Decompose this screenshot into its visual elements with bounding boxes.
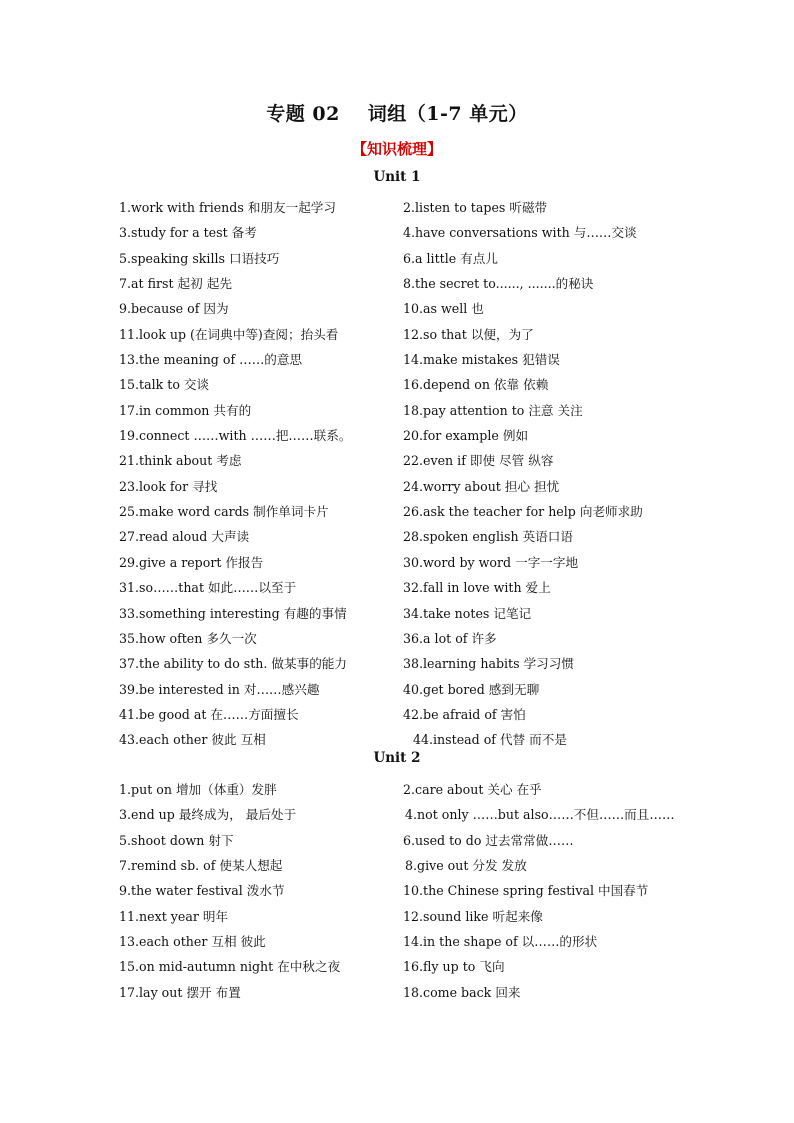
phrase-row — [119, 248, 719, 273]
title-text: 词组（1-7 单元） — [367, 103, 528, 125]
phrase-item-right: 6.used to do 过去常常做…… — [403, 832, 574, 848]
phrase-item-right: 14.make mistakes 犯错误 — [403, 352, 560, 368]
phrase-row — [119, 956, 719, 981]
phrase-row — [119, 804, 719, 829]
phrase-item-left: 1.put on 增加（体重）发胖 — [119, 782, 277, 797]
phrase-item-left: 11.next year 明年 — [119, 908, 229, 924]
phrase-item-left: 13.the meaning of ……的意思 — [119, 352, 303, 368]
phrase-item-left: 1.work with friends 和朋友一起学习 — [119, 200, 336, 215]
phrase-item-right: 12.so that 以便，为了 — [403, 326, 534, 342]
phrase-item-left: 29.give a report 作报告 — [119, 554, 264, 570]
phrase-item-right: 26.ask the teacher for help 向老师求助 — [403, 504, 643, 520]
phrase-row — [119, 931, 719, 956]
phrase-item-left: 3.end up 最终成为， 最后处于 — [119, 807, 297, 823]
phrase-item-right: 10.the Chinese spring festival 中国春节 — [403, 883, 649, 899]
phrase-row — [119, 501, 719, 526]
phrase-row — [119, 298, 719, 323]
page-title — [0, 99, 794, 126]
phrase-row — [119, 349, 719, 374]
phrase-item-left: 9.because of 因为 — [119, 301, 229, 317]
phrase-row — [119, 577, 719, 602]
phrase-item-right: 32.fall in love with 爱上 — [403, 580, 551, 596]
phrase-item-right: 22.even if 即使 尽管 纵容 — [403, 453, 554, 469]
phrase-item-right: 8.the secret to......, .......的秘诀 — [403, 276, 594, 292]
phrase-item-right: 2.care about 关心 在乎 — [403, 782, 542, 797]
phrase-item-left: 21.think about 考虑 — [119, 453, 242, 469]
phrase-item-right: 14.in the shape of 以……的形状 — [403, 934, 598, 950]
phrase-row — [119, 603, 719, 628]
phrase-item-right: 8.give out 分发 发放 — [405, 858, 527, 874]
phrase-item-left: 43.each other 彼此 互相 — [119, 732, 266, 748]
phrase-item-right: 18.come back 回来 — [403, 984, 521, 1000]
phrase-item-left: 9.the water festival 泼水节 — [119, 883, 285, 899]
phrase-item-right: 10.as well 也 — [403, 301, 484, 317]
phrase-item-right: 38.learning habits 学习习惯 — [403, 656, 574, 672]
phrase-item-right: 30.word by word 一字一字地 — [403, 554, 579, 570]
phrase-item-right: 24.worry about 担心 担忧 — [403, 478, 560, 494]
phrase-item-right: 16.depend on 依靠 依赖 — [403, 377, 549, 393]
phrase-item-left: 37.the ability to do sth. 做某事的能力 — [119, 656, 347, 672]
phrase-row — [119, 704, 719, 729]
phrase-item-left: 7.at first 起初 起先 — [119, 276, 232, 292]
phrase-row — [119, 425, 719, 450]
phrase-item-right: 34.take notes 记笔记 — [403, 605, 532, 621]
unit2-phrase-list — [119, 779, 719, 1007]
phrase-item-right: 2.listen to tapes 听磁带 — [403, 200, 548, 215]
title-code: 专题 02 — [266, 103, 340, 125]
unit1-phrase-list — [119, 197, 719, 755]
phrase-item-left: 3.study for a test 备考 — [119, 225, 257, 241]
phrase-row — [119, 400, 719, 425]
phrase-item-left: 33.something interesting 有趣的事情 — [119, 605, 347, 621]
phrase-row — [119, 982, 719, 1007]
phrase-item-right: 28.spoken english 英语口语 — [403, 529, 573, 545]
phrase-item-right: 4.not only ……but also……不但……而且…… — [405, 807, 675, 823]
phrase-row — [119, 197, 719, 222]
phrase-item-right: 42.be afraid of 害怕 — [403, 706, 526, 722]
phrase-item-left: 39.be interested in 对……感兴趣 — [119, 681, 320, 697]
phrase-row — [119, 830, 719, 855]
phrase-row — [119, 374, 719, 399]
phrase-item-left: 27.read aloud 大声读 — [119, 529, 250, 545]
phrase-row — [119, 779, 719, 804]
phrase-item-left: 35.how often 多久一次 — [119, 630, 257, 646]
phrase-row — [119, 906, 719, 931]
phrase-item-left: 5.speaking skills 口语技巧 — [119, 250, 280, 266]
phrase-item-left: 5.shoot down 射下 — [119, 832, 234, 848]
phrase-item-left: 19.connect ……with ……把……联系。 — [119, 428, 352, 444]
phrase-item-left: 7.remind sb. of 使某人想起 — [119, 858, 283, 874]
unit1-heading: Unit 1 — [373, 169, 421, 185]
phrase-row — [119, 222, 719, 247]
phrase-row — [119, 628, 719, 653]
phrase-row — [119, 476, 719, 501]
phrase-item-left: 11.look up (在词典中等)查阅；抬头看 — [119, 326, 339, 342]
phrase-item-left: 13.each other 互相 彼此 — [119, 934, 266, 950]
unit2-heading: Unit 2 — [373, 750, 421, 766]
phrase-item-right: 44.instead of 代替 而不是 — [413, 732, 567, 748]
phrase-item-right: 40.get bored 感到无聊 — [403, 681, 540, 697]
phrase-item-left: 31.so……that 如此……以至于 — [119, 580, 297, 596]
phrase-item-right: 16.fly up to 飞向 — [403, 959, 505, 975]
phrase-item-left: 15.talk to 交谈 — [119, 377, 210, 393]
phrase-row — [119, 552, 719, 577]
phrase-item-right: 20.for example 例如 — [403, 428, 529, 444]
phrase-row — [119, 855, 719, 880]
phrase-row — [119, 679, 719, 704]
section-tag: 【知识梳理】 — [351, 140, 442, 158]
phrase-item-left: 17.lay out 摆开 布置 — [119, 984, 241, 1000]
phrase-row — [119, 324, 719, 349]
phrase-item-left: 23.look for 寻找 — [119, 478, 218, 494]
phrase-row — [119, 273, 719, 298]
phrase-row — [119, 880, 719, 905]
phrase-row — [119, 526, 719, 551]
phrase-item-left: 15.on mid-autumn night 在中秋之夜 — [119, 959, 341, 975]
phrase-item-right: 6.a little 有点儿 — [403, 250, 498, 266]
phrase-item-right: 18.pay attention to 注意 关注 — [403, 402, 583, 418]
phrase-item-right: 4.have conversations with 与……交谈 — [403, 225, 637, 241]
phrase-row — [119, 450, 719, 475]
phrase-item-left: 41.be good at 在……方面擅长 — [119, 706, 299, 722]
phrase-item-right: 36.a lot of 许多 — [403, 630, 497, 646]
phrase-item-left: 25.make word cards 制作单词卡片 — [119, 504, 329, 520]
phrase-row — [119, 653, 719, 678]
phrase-item-left: 17.in common 共有的 — [119, 402, 252, 418]
phrase-item-right: 12.sound like 听起来像 — [403, 908, 543, 924]
